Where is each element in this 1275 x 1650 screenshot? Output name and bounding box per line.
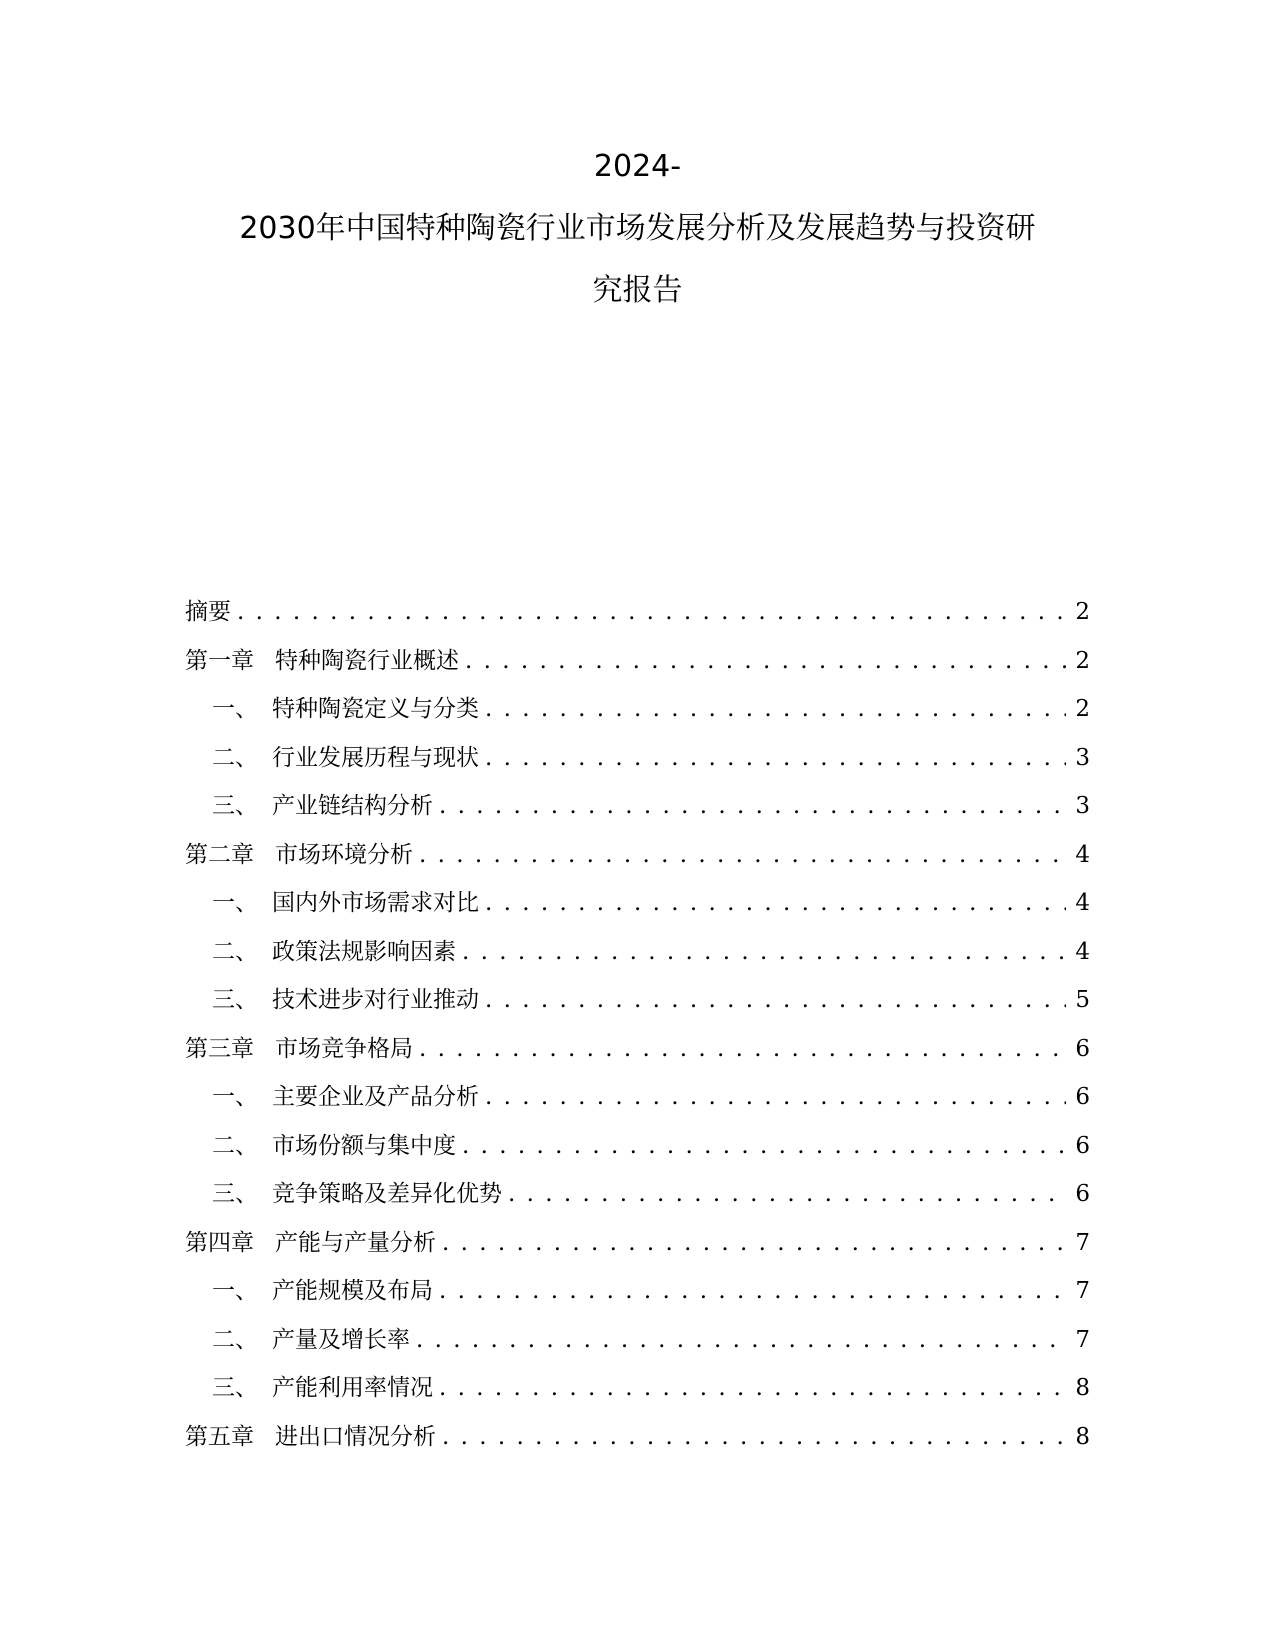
toc-entry-label: 市场环境分析 (275, 841, 413, 868)
toc-entry-label: 市场份额与集中度 (272, 1132, 456, 1159)
document-title (150, 136, 1125, 322)
toc-entry[interactable] (185, 1224, 1090, 1273)
toc-dot-leader (419, 842, 1066, 868)
toc-entry[interactable] (185, 739, 1090, 788)
toc-entry[interactable] (185, 1418, 1090, 1467)
title-line-1: 2024- (593, 149, 682, 184)
toc-entry-number: 一、 (212, 1278, 258, 1304)
toc-entry-label: 产业链结构分析 (272, 793, 433, 819)
toc-entry[interactable] (185, 642, 1090, 691)
toc-entry-number: 三、 (212, 1181, 258, 1207)
toc-entry-number: 第一章 (185, 647, 254, 674)
toc-entry-page-number: 2 (1075, 599, 1090, 625)
toc-entry-label: 特种陶瓷行业概述 (275, 647, 459, 674)
toc-entry-page-number: 4 (1075, 938, 1090, 965)
toc-entry-number: 一、 (212, 1084, 258, 1110)
toc-dot-leader (485, 890, 1066, 916)
toc-entry-page-number: 2 (1075, 647, 1090, 674)
toc-entry[interactable] (185, 593, 1090, 642)
toc-entry-number: 第四章 (185, 1229, 254, 1256)
toc-entry-number: 第五章 (185, 1423, 254, 1450)
table-of-contents (185, 593, 1090, 1466)
toc-entry[interactable] (185, 981, 1090, 1030)
toc-entry-label: 行业发展历程与现状 (272, 744, 479, 771)
toc-entry[interactable] (185, 933, 1090, 982)
toc-entry-label: 进出口情况分析 (275, 1423, 436, 1450)
toc-entry-number: 三、 (212, 987, 258, 1013)
toc-entry-page-number: 2 (1075, 696, 1090, 722)
toc-entry-page-number: 6 (1075, 1132, 1090, 1159)
toc-dot-leader (462, 939, 1066, 965)
toc-entry-page-number: 7 (1075, 1326, 1090, 1353)
toc-dot-leader (485, 987, 1066, 1013)
toc-entry-page-number: 3 (1075, 793, 1090, 819)
toc-dot-leader (485, 696, 1066, 722)
title-line-3: 究报告 (592, 273, 683, 308)
title-line-2: 2030年中国特种陶瓷行业市场发展分析及发展趋势与投资研 (239, 211, 1036, 246)
toc-entry-label: 产能与产量分析 (275, 1229, 436, 1256)
toc-entry-number: 第三章 (185, 1035, 254, 1062)
toc-entry-page-number: 8 (1075, 1423, 1090, 1450)
toc-entry-label: 政策法规影响因素 (272, 938, 456, 965)
toc-entry-label: 摘要 (185, 599, 231, 625)
toc-entry-label: 特种陶瓷定义与分类 (272, 696, 479, 722)
toc-dot-leader (442, 1230, 1066, 1256)
toc-entry-label: 产能规模及布局 (272, 1278, 433, 1304)
toc-entry-number: 一、 (212, 890, 258, 916)
toc-entry-page-number: 7 (1075, 1229, 1090, 1256)
toc-entry-label: 技术进步对行业推动 (272, 987, 479, 1013)
toc-entry[interactable] (185, 1321, 1090, 1370)
toc-entry[interactable] (185, 884, 1090, 933)
toc-entry[interactable] (185, 1030, 1090, 1079)
toc-entry-number: 三、 (212, 793, 258, 819)
toc-dot-leader (508, 1181, 1066, 1207)
toc-entry-label: 产能利用率情况 (272, 1375, 433, 1401)
toc-entry-page-number: 4 (1075, 890, 1090, 916)
toc-entry-label: 主要企业及产品分析 (272, 1084, 479, 1110)
toc-entry[interactable] (185, 690, 1090, 739)
toc-entry-number: 二、 (212, 744, 258, 771)
toc-dot-leader (439, 1375, 1066, 1401)
toc-dot-leader (485, 745, 1066, 771)
toc-entry[interactable] (185, 1078, 1090, 1127)
toc-entry-page-number: 5 (1075, 987, 1090, 1013)
toc-entry[interactable] (185, 836, 1090, 885)
toc-entry[interactable] (185, 1369, 1090, 1418)
toc-entry-page-number: 6 (1075, 1084, 1090, 1110)
toc-dot-leader (416, 1327, 1066, 1353)
toc-entry-page-number: 4 (1075, 841, 1090, 868)
toc-dot-leader (485, 1084, 1066, 1110)
toc-entry-page-number: 8 (1075, 1375, 1090, 1401)
toc-entry[interactable] (185, 1127, 1090, 1176)
toc-entry-number: 三、 (212, 1375, 258, 1401)
toc-entry-label: 市场竞争格局 (275, 1035, 413, 1062)
toc-entry[interactable] (185, 1272, 1090, 1321)
toc-entry-label: 竞争策略及差异化优势 (272, 1181, 502, 1207)
toc-entry-number: 二、 (212, 1326, 258, 1353)
toc-entry[interactable] (185, 787, 1090, 836)
toc-entry-page-number: 3 (1075, 744, 1090, 771)
toc-entry-number: 二、 (212, 938, 258, 965)
toc-dot-leader (439, 1278, 1066, 1304)
toc-dot-leader (237, 599, 1066, 625)
toc-dot-leader (439, 793, 1066, 819)
toc-entry-label: 国内外市场需求对比 (272, 890, 479, 916)
toc-dot-leader (462, 1133, 1066, 1159)
toc-entry-number: 第二章 (185, 841, 254, 868)
toc-entry-label: 产量及增长率 (272, 1326, 410, 1353)
toc-entry-page-number: 6 (1075, 1035, 1090, 1062)
toc-entry-number: 一、 (212, 696, 258, 722)
toc-entry-page-number: 7 (1075, 1278, 1090, 1304)
toc-dot-leader (465, 648, 1066, 674)
toc-entry[interactable] (185, 1175, 1090, 1224)
toc-entry-number: 二、 (212, 1132, 258, 1159)
toc-dot-leader (419, 1036, 1066, 1062)
toc-entry-page-number: 6 (1075, 1181, 1090, 1207)
toc-dot-leader (442, 1424, 1066, 1450)
